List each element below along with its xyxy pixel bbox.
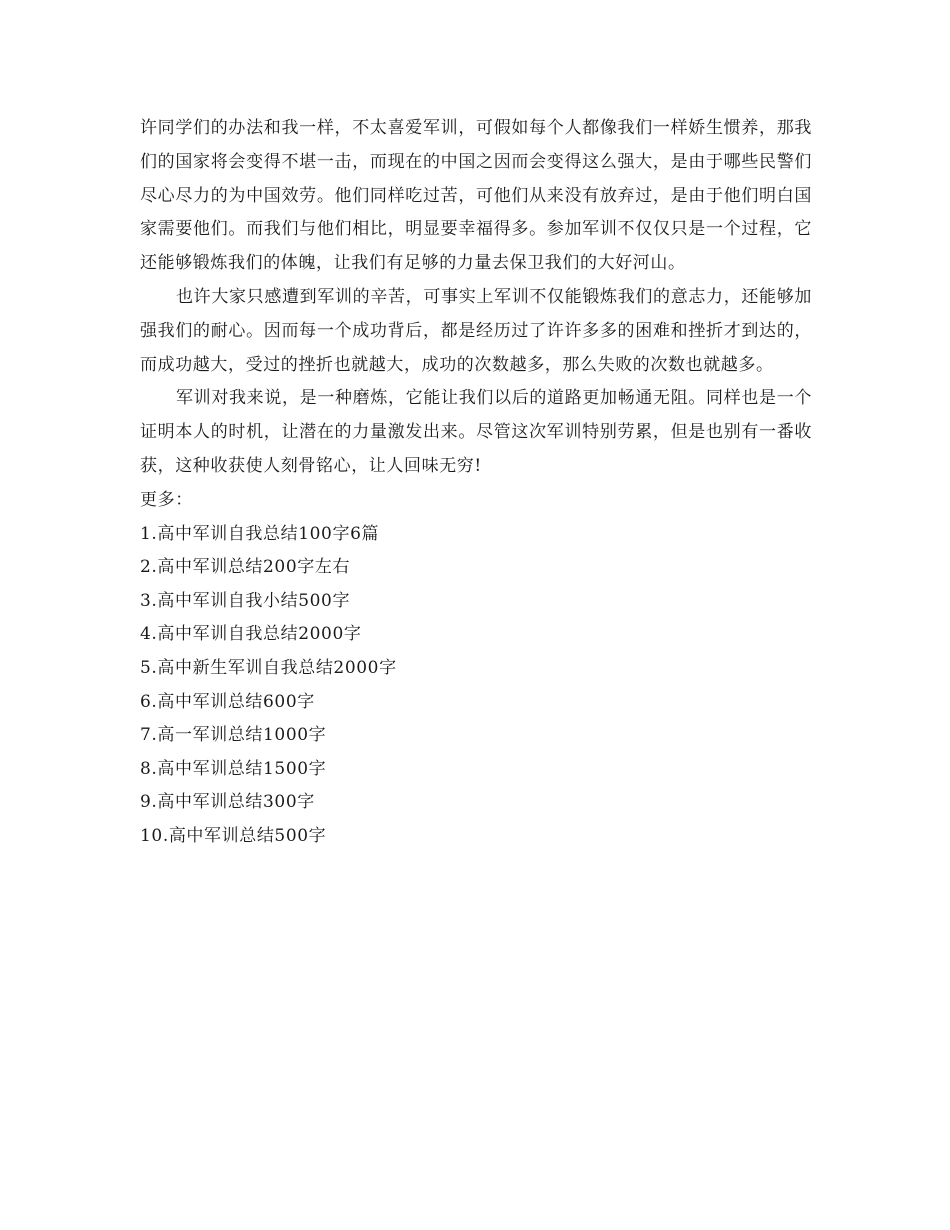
related-article-link[interactable]: 7.高一军训总结1000字 xyxy=(140,725,327,746)
paragraph-3: 军训对我来说，是一种磨炼，它能让我们以后的道路更加畅通无阻。同样也是一个证明本人的时机，让潜在的力量激发出来。尽管这次军训特别劳累，但是也别有一番收获，这种收获使人刻骨铭心，让人回味无穷! xyxy=(140,388,812,476)
related-article-link[interactable]: 10.高中军训总结500字 xyxy=(140,825,327,846)
related-article-link[interactable]: 4.高中军训自我总结2000字 xyxy=(140,624,362,645)
related-article-link[interactable]: 2.高中军训总结200字左右 xyxy=(140,557,351,578)
document-page xyxy=(140,112,812,854)
related-article-link[interactable]: 5.高中新生军训自我总结2000字 xyxy=(140,657,397,678)
more-label: 更多： xyxy=(140,489,193,510)
related-article-link[interactable]: 6.高中军训总结600字 xyxy=(140,691,315,712)
related-article-link[interactable]: 9.高中军训总结300字 xyxy=(140,792,315,813)
related-article-link[interactable]: 1.高中军训自我总结100字6篇 xyxy=(140,523,380,544)
related-article-link[interactable]: 3.高中军训自我小结500字 xyxy=(140,590,351,611)
related-articles-list xyxy=(140,518,812,854)
related-article-link[interactable]: 8.高中军训总结1500字 xyxy=(140,758,327,779)
paragraph-1: 许同学们的办法和我一样，不太喜爱军训，可假如每个人都像我们一样娇生惯养，那我们的国家将会变得不堪一击，而现在的中国之因而会变得这么强大，是由于哪些民警们尽心尽力的为中国效劳。他们同样吃过苦，可他们从来没有放弃过，是由于他们明白国家需要他们。而我们与他们相比，明显要幸福得多。参加军训不仅仅只是一个过程，它还能够锻炼我们的体魄，让我们有足够的力量去保卫我们的大好河山。 xyxy=(140,118,812,274)
paragraph-2: 也许大家只感遭到军训的辛苦，可事实上军训不仅能锻炼我们的意志力，还能够加强我们的耐心。因而每一个成功背后，都是经历过了许许多多的困难和挫折才到达的，而成功越大，受过的挫折也就越大，成功的次数越多，那么失败的次数也就越多。 xyxy=(140,286,812,375)
